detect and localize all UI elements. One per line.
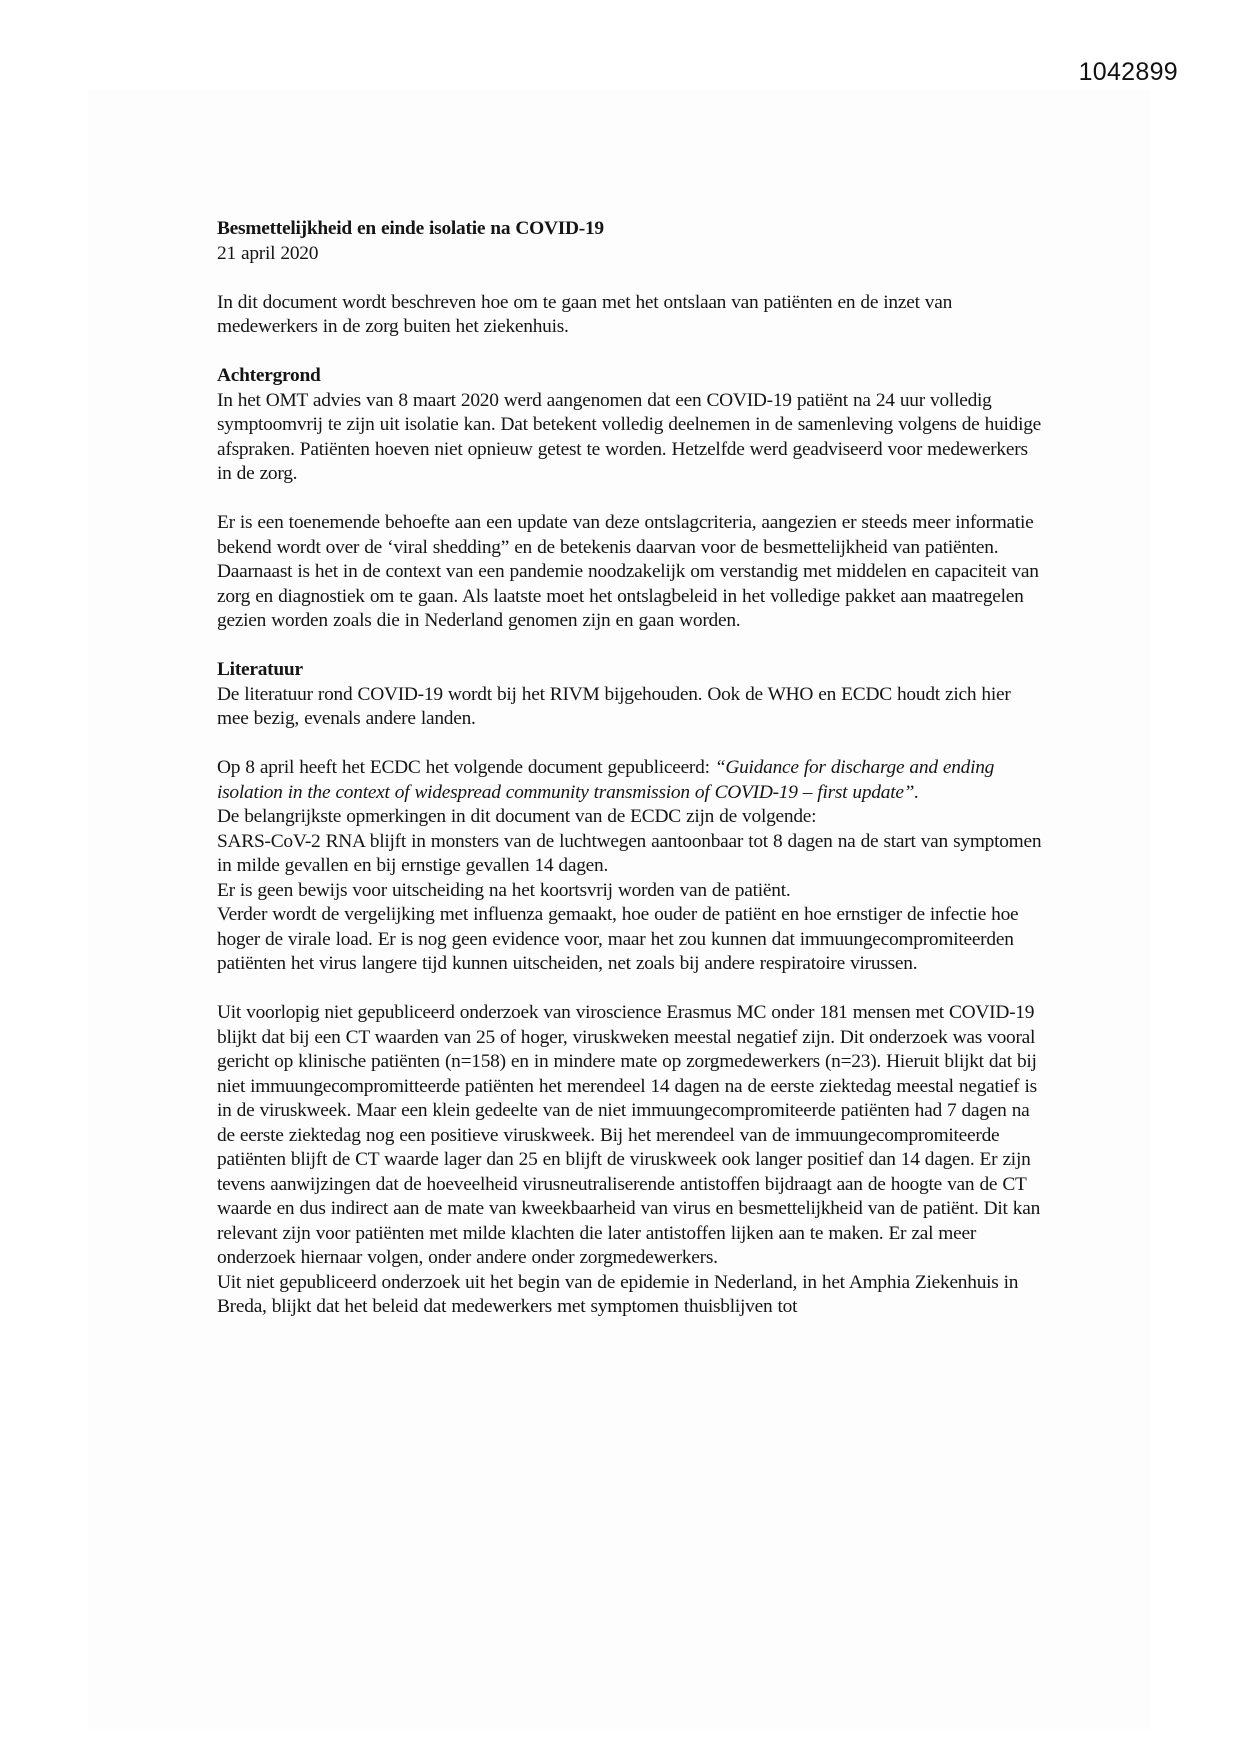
document-title: Besmettelijkheid en einde isolatie na COVID-19 (217, 218, 604, 239)
section-heading-achtergrond: Achtergrond (217, 365, 321, 386)
ecdc-point-influenza: Verder wordt de vergelijking met influenza gemaakt, hoe ouder de patiënt en hoe ernstiger de infectie hoe hoger de virale load. Er is nog geen evidence voor, maar het zou kunnen dat immuungecompromiteerden patiënten het virus langere tijd kunnen uitscheiden, net zoals bij andere respiratoire virussen. (217, 904, 1019, 974)
ecdc-document-title: “Guidance for discharge and ending isolation in the context of widespread community transmission of COVID-19 – first update”. (217, 757, 995, 803)
literatuur-paragraph-1: De literatuur rond COVID-19 wordt bij het RIVM bijgehouden. Ook de WHO en ECDC houdt zich hier mee bezig, evenals andere landen. (217, 683, 1011, 729)
document-date: 21 april 2020 (217, 242, 319, 264)
document-id: 1042899 (1078, 58, 1178, 86)
section-heading-literatuur: Literatuur (217, 659, 303, 680)
amphia-paragraph: Uit niet gepubliceerd onderzoek uit het begin van de epidemie in Nederland, in het Amphia Ziekenhuis in Breda, blijkt dat het beleid dat medewerkers met symptomen thuisblijven tot (217, 1271, 1019, 1317)
ecdc-point-rna: SARS-CoV-2 RNA blijft in monsters van de luchtwegen aantoonbaar tot 8 dagen na de start van symptomen in milde gevallen en bij ernstige gevallen 14 dagen. (217, 830, 1042, 876)
achtergrond-paragraph-2: Er is een toenemende behoefte aan een update van deze ontslagcriteria, aangezien er steeds meer informatie bekend wordt over de ‘viral shedding” en de betekenis daarvan voor de besmettelijkheid van patiënten. Daarnaast is het in de context van een pandemie noodzakelijk om verstandig met middelen en capaciteit van zorg en diagnostiek om te gaan. Als laatste moet het ontslagbeleid in het volledige pakket aan maatregelen gezien worden zoals die in Nederland genomen zijn en gaan worden. (217, 512, 1039, 631)
ecdc-point-fever: Er is geen bewijs voor uitscheiding na het koortsvrij worden van de patiënt. (217, 879, 791, 901)
intro-paragraph: In dit document wordt beschreven hoe om te gaan met het ontslaan van patiënten en de inzet van medewerkers in de zorg buiten het ziekenhuis. (217, 291, 953, 337)
ecdc-point-intro: De belangrijkste opmerkingen in dit document van de ECDC zijn de volgende: (217, 806, 817, 827)
achtergrond-paragraph-1: In het OMT advies van 8 maart 2020 werd aangenomen dat een COVID-19 patiënt na 24 uur volledig symptoomvrij te zijn uit isolatie kan. Dat betekent volledig deelnemen in de samenleving volgens de huidige afspraken. Patiënten hoeven niet opnieuw getest te worden. Hetzelfde werd geadviseerd voor medewerkers in de zorg. (217, 389, 1042, 484)
ecdc-intro: Op 8 april heeft het ECDC het volgende document gepubliceerd: (217, 757, 715, 778)
document-body (217, 217, 1047, 1320)
ecdc-paragraph (217, 756, 1047, 805)
erasmus-paragraph: Uit voorlopig niet gepubliceerd onderzoek van viroscience Erasmus MC onder 181 mensen met COVID-19 blijkt dat bij een CT waarden van 25 of hoger, viruskweken meestal negatief zijn. Dit onderzoek was vooral gericht op klinische patiënten (n=158) en in mindere mate op zorgmedewerkers (n=23). Hieruit blijkt dat bij niet immuungecompromitteerde patiënten het merendeel 14 dagen na de eerste ziektedag meestal negatief is in de viruskweek. Maar een klein gedeelte van de niet immuungecompromiteerde patiënten had 7 dagen na de eerste ziektedag nog een positieve viruskweek. Bij het merendeel van de immuungecompromiteerde patiënten blijft de CT waarde lager dan 25 en blijft de viruskweek ook langer positief dan 14 dagen. Er zijn tevens aanwijzingen dat de hoeveelheid virusneutraliserende antistoffen bijdraagt aan de hoogte van de CT waarde en dus indirect aan de mate van kweekbaarheid van virus en besmettelijkheid van de patiënt. Dit kan relevant zijn voor patiënten met milde klachten die later antistoffen lijken aan te maken. Er zal meer onderzoek hiernaar volgen, onder andere onder zorgmedewerkers. (217, 1002, 1041, 1268)
